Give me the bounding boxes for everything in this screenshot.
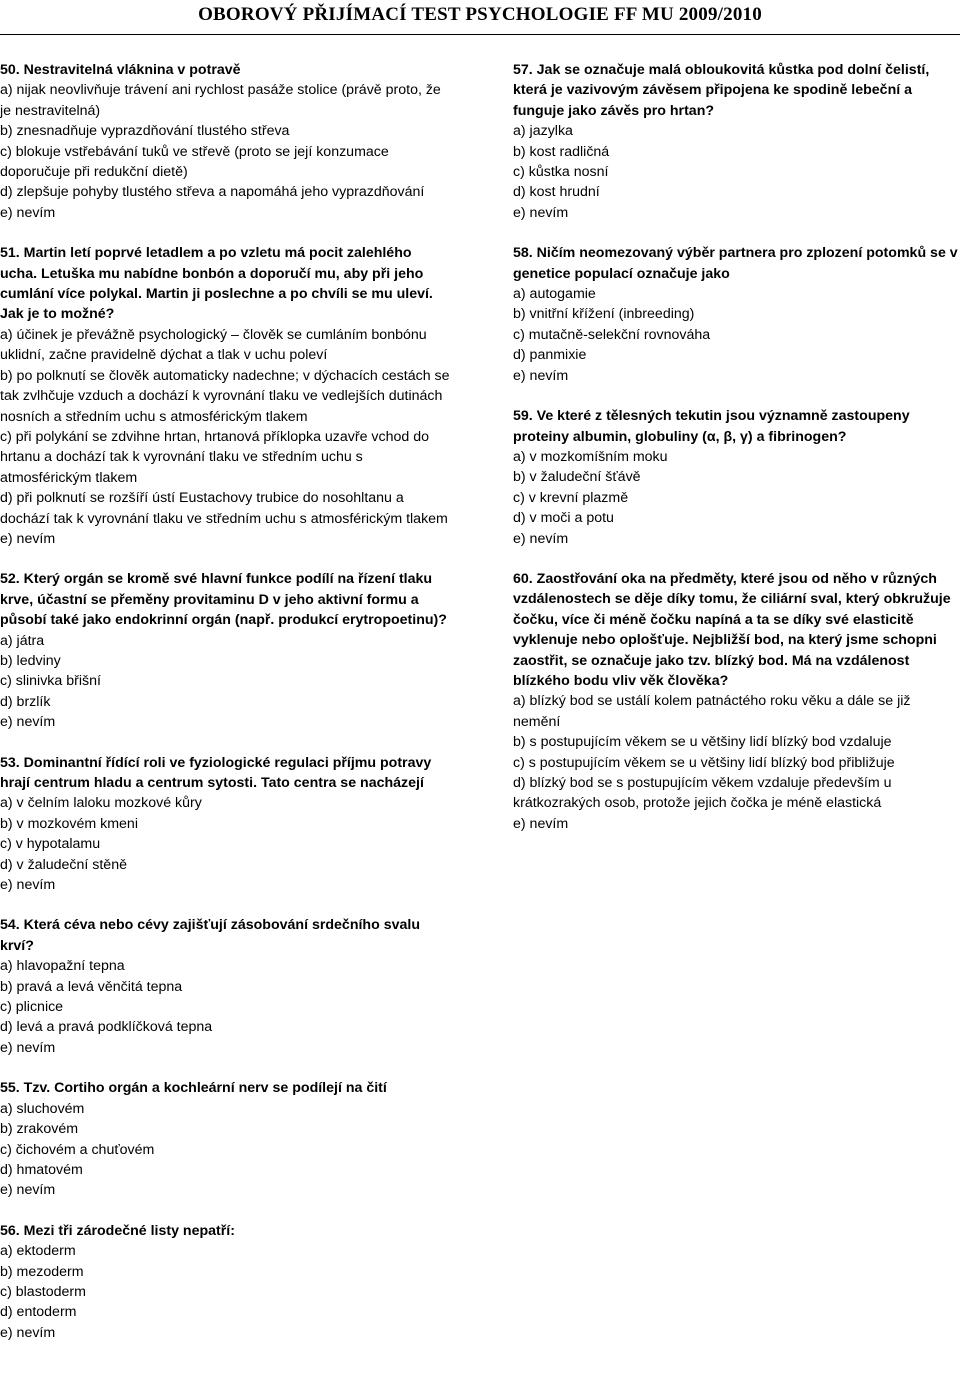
left-column <box>0 60 450 1363</box>
answer-a: a) nijak neovlivňuje trávení ani rychlost pasáže stolice (právě proto, že je nestravitelná) <box>0 82 441 119</box>
question-50 <box>0 60 450 223</box>
question-53 <box>0 753 450 896</box>
answer-d: d) blízký bod se s postupujícím věkem vzdaluje především u krátkozrakých osob, protože jejich čočka je méně elastická <box>513 775 892 812</box>
answer-c: c) v krevní plazmě <box>513 489 629 506</box>
question-stem: 58. Ničím neomezovaný výběr partnera pro zplození potomků se v genetice populací označuje jako <box>513 245 958 282</box>
question-51 <box>0 243 450 549</box>
answer-c: c) plicnice <box>0 999 64 1016</box>
answer-b: b) v žaludeční šťávě <box>513 469 641 486</box>
answer-e: e) nevím <box>513 367 569 384</box>
answer-d: d) panmixie <box>513 347 587 364</box>
answer-a: a) účinek je převážně psychologický – člověk se cumláním bonbónu uklidní, začne pravidelně dýchat a tlak v uchu poleví <box>0 326 427 364</box>
answer-e: e) nevím <box>0 714 56 731</box>
answer-b: b) vnitřní křížení (inbreeding) <box>513 306 695 323</box>
answer-a: a) v čelním laloku mozkové kůry <box>0 795 202 812</box>
answer-e: e) nevím <box>0 1324 56 1341</box>
answer-d: d) hmatovém <box>0 1161 83 1178</box>
page-header: OBOROVÝ PŘIJÍMACÍ TEST PSYCHOLOGIE FF MU 2009/2010 <box>198 4 762 25</box>
header-rule <box>0 34 960 35</box>
question-stem: 56. Mezi tři zárodečné listy nepatří: <box>0 1222 235 1239</box>
answer-e: e) nevím <box>513 204 569 221</box>
answer-b: b) pravá a levá věnčitá tepna <box>0 978 183 995</box>
question-stem: 53. Dominantní řídící roli ve fyziologické regulaci příjmu potravy hrají centrum hladu a centrum sytosti. Tato centra se nacházejí <box>0 754 432 791</box>
answer-d: d) brzlík <box>0 693 51 710</box>
answer-b: b) mezoderm <box>0 1263 84 1280</box>
answer-e: e) nevím <box>0 204 56 221</box>
answer-c: c) blastoderm <box>0 1283 86 1300</box>
question-55 <box>0 1078 450 1200</box>
answer-e: e) nevím <box>0 530 56 547</box>
question-stem: 54. Která céva nebo cévy zajišťují zásobování srdečního svalu krví? <box>0 917 420 954</box>
answer-d: d) při polknutí se rozšíří ústí Eustachovy trubice do nosohltanu a dochází tak k vyrovnání tlaku ve středním uchu s atmosférickým tlakem <box>0 490 448 527</box>
answer-b: b) s postupujícím věkem se u většiny lidí blízký bod vzdaluje <box>513 734 892 751</box>
answer-a: a) v mozkomíšním moku <box>513 448 668 465</box>
answer-a: a) hlavopažní tepna <box>0 958 125 975</box>
answer-b: b) po polknutí se člověk automaticky nadechne; v dýchacích cestách se tak zvlhčuje vzduch a dochází k vyrovnání tlaku ve vedlejších dutinách nosních a středním uchu s atmosférickým tlakem <box>0 367 450 425</box>
answer-c: c) kůstka nosní <box>513 164 609 181</box>
question-stem: 60. Zaostřování oka na předměty, které jsou od něho v různých vzdálenostech se děje díky tomu, že ciliární sval, který obkružuje čočku, více či méně čočku napíná a ta se díky své elasticitě vyklenuje nebo oplošťuje. Nejbližší bod, na který jsme schopni zaostřit, se označuje jako tzv. blízký bod. Má na vzdálenost blízkého bodu vliv věk člověka? <box>513 570 951 689</box>
answer-d: d) entoderm <box>0 1304 77 1321</box>
answer-a: a) blízký bod se ustálí kolem patnáctého roku věku a dále se již nemění <box>513 693 911 730</box>
answer-c: c) s postupujícím věkem se u většiny lidí blízký bod přibližuje <box>513 754 895 771</box>
question-stem: 57. Jak se označuje malá obloukovitá kůstka pod dolní čelistí, která je vazivovým závěsem připojena ke spodině lebeční a funguje jako závěs pro hrtan? <box>513 62 930 119</box>
question-52 <box>0 569 450 732</box>
right-column <box>513 60 958 854</box>
answer-c: c) při polykání se zdvihne hrtan, hrtanová příklopka uzavře vchod do hrtanu a dochází tak k vyrovnání tlaku ve středním uchu s atmosférickým tlakem <box>0 428 430 486</box>
answer-a: a) autogamie <box>513 286 596 303</box>
answer-d: d) kost hrudní <box>513 184 600 201</box>
question-stem: 52. Který orgán se kromě své hlavní funkce podílí na řízení tlaku krve, účastní se přeměny provitaminu D v jeho aktivní formu a působí také jako endokrinní orgán (např. produkcí erytropoetinu)? <box>0 571 447 629</box>
answer-b: b) ledviny <box>0 652 61 669</box>
question-stem: 51. Martin letí poprvé letadlem a po vzletu má pocit zalehlého ucha. Letuška mu nabídne bonbón a doporučí mu, aby při jeho cumlání více polykal. Martin ji poslechne a po chvíli se mu uleví. Jak je to možné? <box>0 245 433 323</box>
answer-b: b) kost radličná <box>513 143 610 160</box>
answer-c: c) blokuje vstřebávání tuků ve střevě (proto se její konzumace doporučuje při redukční dietě) <box>0 143 389 181</box>
question-56 <box>0 1221 450 1343</box>
question-stem: 59. Ve které z tělesných tekutin jsou významně zastoupeny proteiny albumin, globuliny (α, β, γ) a fibrinogen? <box>513 408 910 445</box>
answer-c: c) slinivka břišní <box>0 673 101 690</box>
answer-a: a) jazylka <box>513 123 573 140</box>
question-stem: 55. Tzv. Cortiho orgán a kochleární nerv se podílejí na čití <box>0 1080 387 1097</box>
answer-d: d) levá a pravá podklíčková tepna <box>0 1019 213 1036</box>
answer-e: e) nevím <box>513 530 569 547</box>
answer-a: a) játra <box>0 632 45 649</box>
answer-d: d) v žaludeční stěně <box>0 856 127 873</box>
answer-d: d) zlepšuje pohyby tlustého střeva a napomáhá jeho vyprazdňování <box>0 184 425 201</box>
answer-c: c) čichovém a chuťovém <box>0 1141 155 1158</box>
question-60 <box>513 569 958 834</box>
answer-e: e) nevím <box>0 1182 56 1199</box>
answer-e: e) nevím <box>0 1039 56 1056</box>
answer-a: a) sluchovém <box>0 1100 85 1117</box>
question-59 <box>513 406 958 549</box>
question-54 <box>0 915 450 1058</box>
answer-c: c) v hypotalamu <box>0 836 101 853</box>
answer-c: c) mutačně-selekční rovnováha <box>513 326 711 343</box>
answer-e: e) nevím <box>513 815 569 832</box>
answer-d: d) v moči a potu <box>513 510 614 527</box>
answer-b: b) znesnadňuje vyprazdňování tlustého střeva <box>0 123 290 140</box>
answer-e: e) nevím <box>0 877 56 894</box>
question-58 <box>513 243 958 386</box>
question-stem: 50. Nestravitelná vláknina v potravě <box>0 62 241 78</box>
question-57 <box>513 60 958 223</box>
answer-a: a) ektoderm <box>0 1243 76 1260</box>
answer-b: b) zrakovém <box>0 1121 79 1138</box>
answer-b: b) v mozkovém kmeni <box>0 815 138 832</box>
